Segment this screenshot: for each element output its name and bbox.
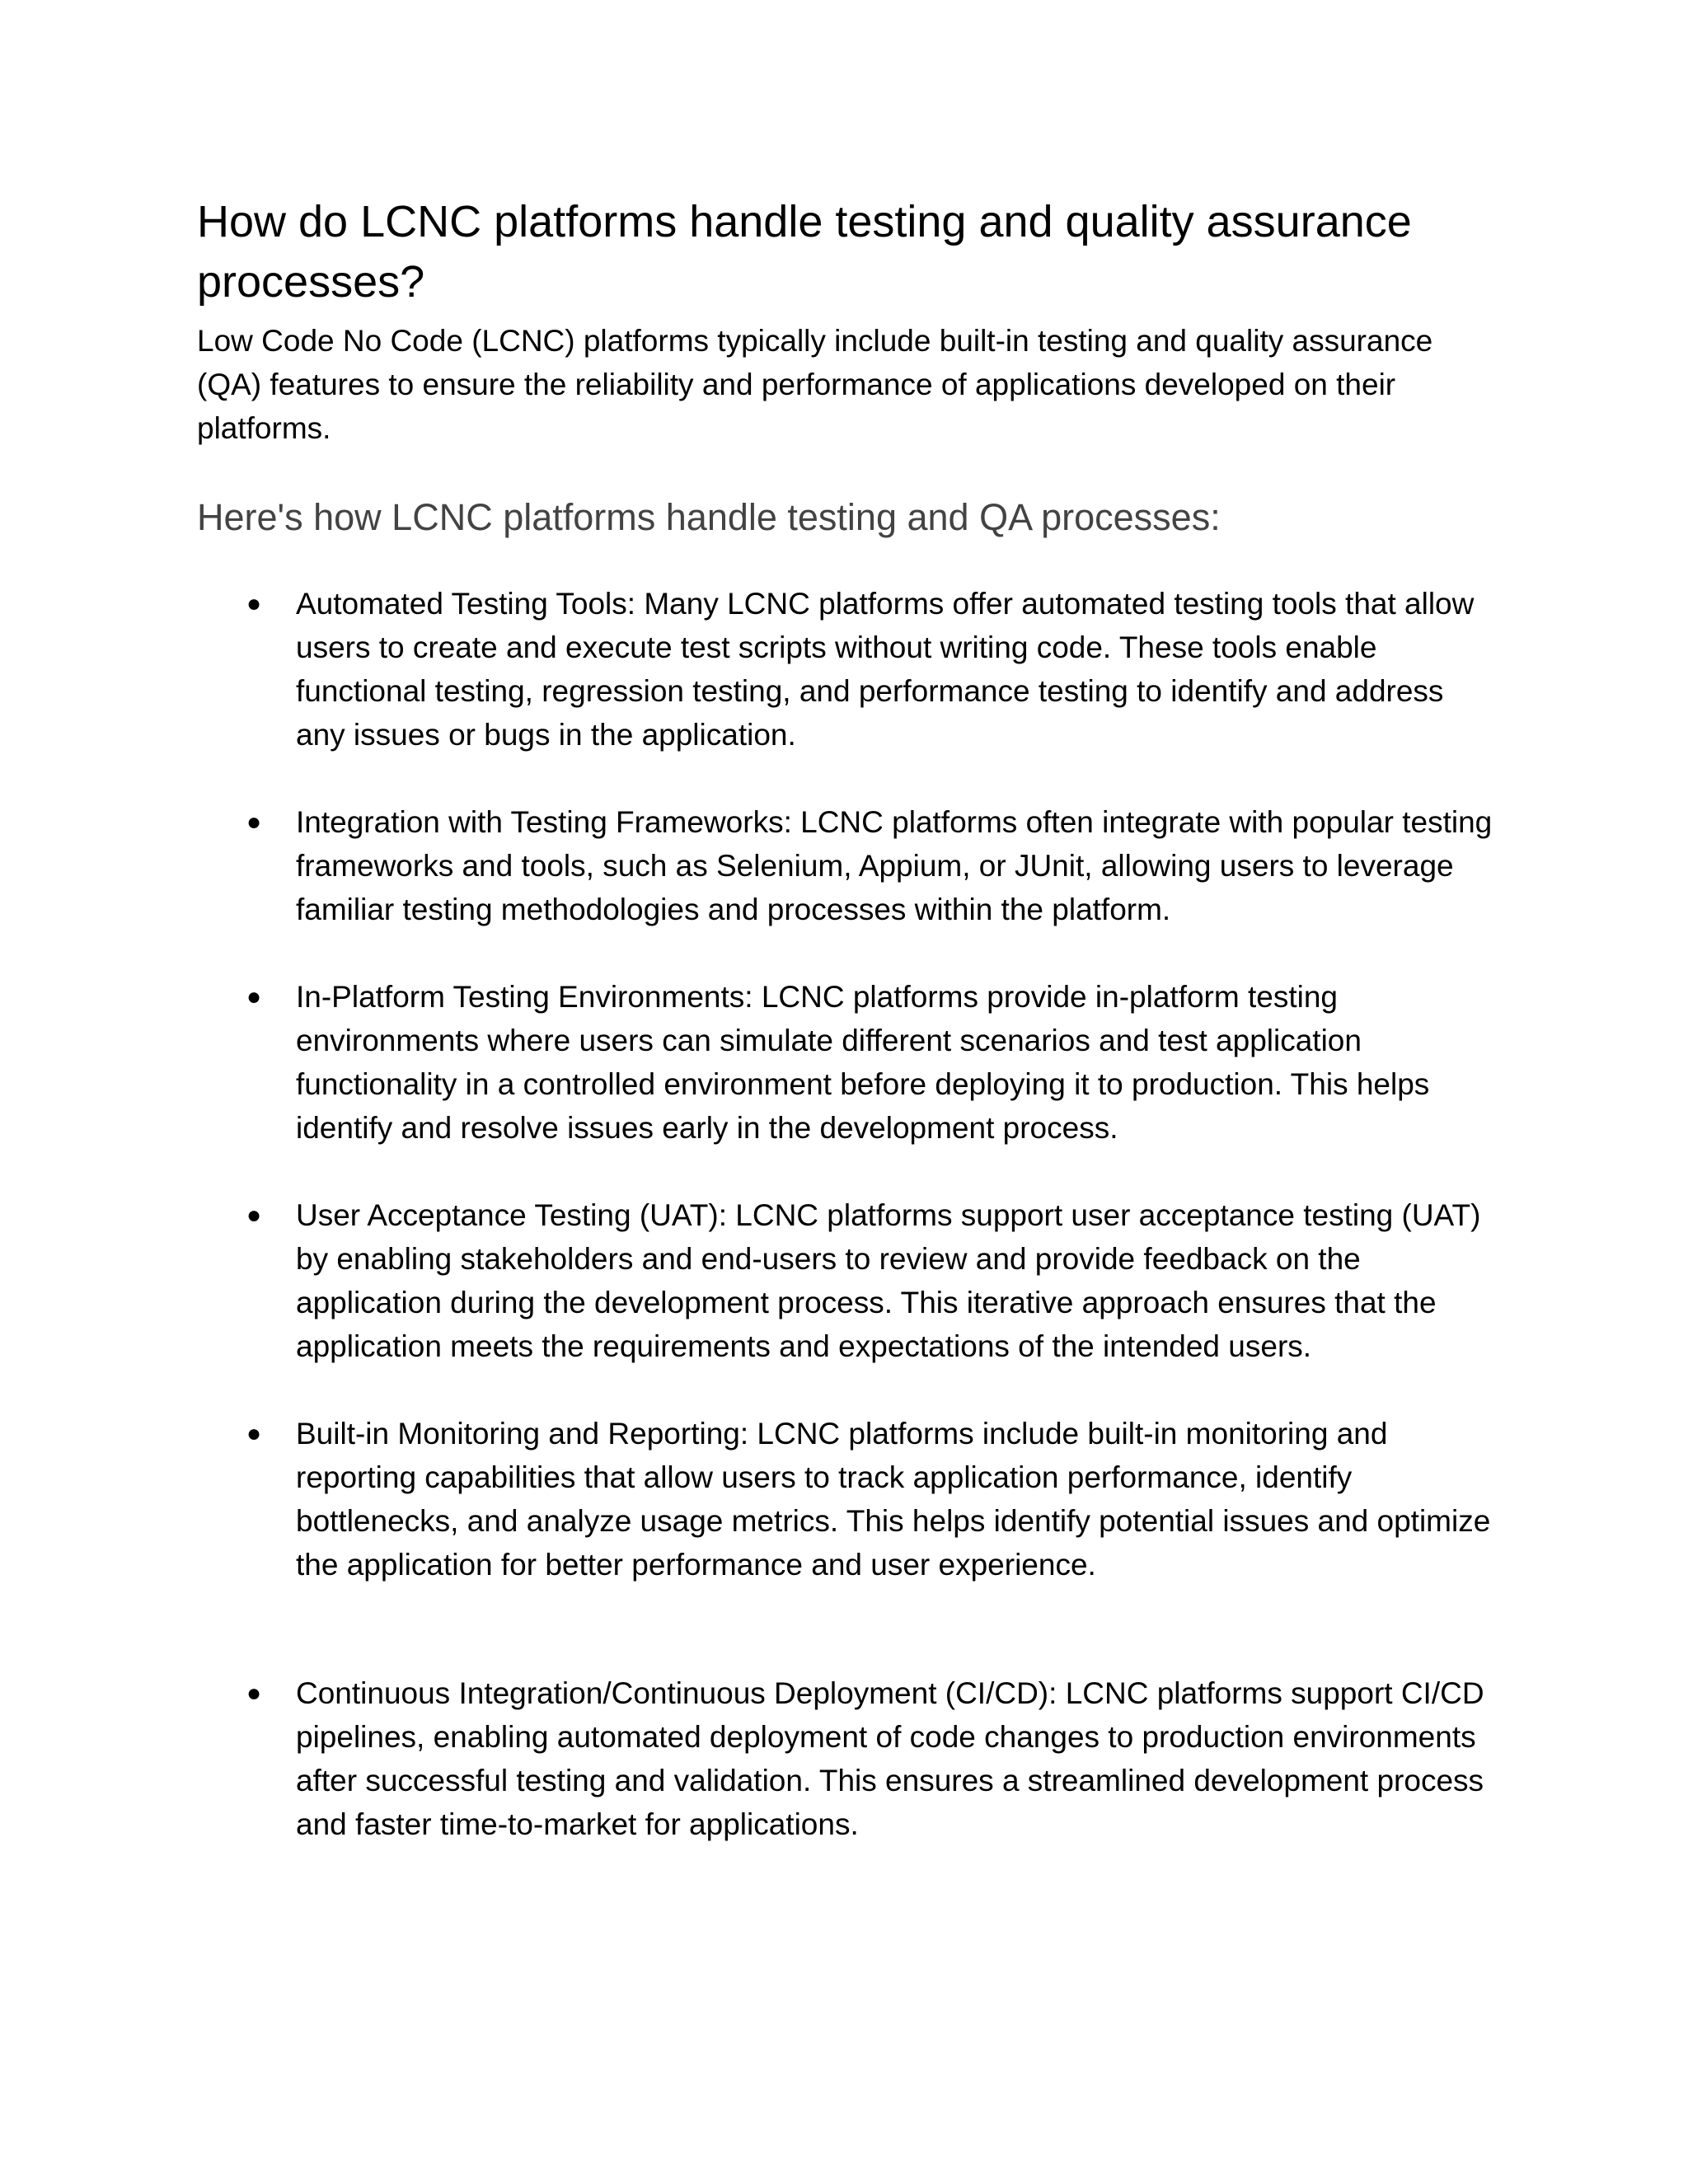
list-item <box>197 1671 1499 1846</box>
list-item-text: In-Platform Testing Environments: LCNC platforms provide in-platform testing environments where users can simulate different scenarios and test application functionality in a controlled environment before deploying it to production. This helps identify and resolve issues early in the development process. <box>296 980 1430 1145</box>
bullet-list <box>197 582 1499 1846</box>
list-item <box>197 975 1499 1150</box>
intro-paragraph: Low Code No Code (LCNC) platforms typically include built-in testing and quality assurance (QA) features to ensure the reliability and performance of applications developed on their platforms. <box>197 324 1433 445</box>
list-item-text: Integration with Testing Frameworks: LCNC platforms often integrate with popular testing frameworks and tools, such as Selenium, Appium, or JUnit, allowing users to leverage familiar testing methodologies and processes within the platform. <box>296 805 1493 926</box>
bullet-icon: ● <box>246 1202 262 1229</box>
bullet-icon: ● <box>246 1420 262 1447</box>
list-item <box>197 582 1499 757</box>
section-subheading: Here's how LCNC platforms handle testing and QA processes: <box>197 496 1221 538</box>
list-item <box>197 1412 1499 1586</box>
bullet-icon: ● <box>246 590 262 617</box>
list-item <box>197 800 1499 931</box>
list-item-text: Automated Testing Tools: Many LCNC platforms offer automated testing tools that allow users to create and execute test scripts without writing code. These tools enable functional testing, regression testing, and performance testing to identify and address any issues or bugs in the application. <box>296 587 1475 752</box>
list-item-text: User Acceptance Testing (UAT): LCNC platforms support user acceptance testing (UAT) by enabling stakeholders and end-users to review and provide feedback on the application during the development process. This iterative approach ensures that the application meets the requirements and expectations of the intended users. <box>296 1198 1481 1363</box>
document-content <box>197 192 1499 1890</box>
list-item-text: Continuous Integration/Continuous Deployment (CI/CD): LCNC platforms support CI/CD pipelines, enabling automated deployment of code changes to production environments after successful testing and validation. This ensures a streamlined development process and faster time-to-market for applications. <box>296 1676 1484 1841</box>
page-title: How do LCNC platforms handle testing and quality assurance processes? <box>197 197 1412 307</box>
list-item <box>197 1193 1499 1368</box>
bullet-icon: ● <box>246 808 262 836</box>
bullet-icon: ● <box>246 983 262 1010</box>
list-item-text: Built-in Monitoring and Reporting: LCNC platforms include built-in monitoring and reporting capabilities that allow users to track application performance, identify bottlenecks, and analyze usage metrics. This helps identify potential issues and optimize the application for better performance and user experience. <box>296 1417 1491 1582</box>
bullet-icon: ● <box>246 1680 262 1707</box>
